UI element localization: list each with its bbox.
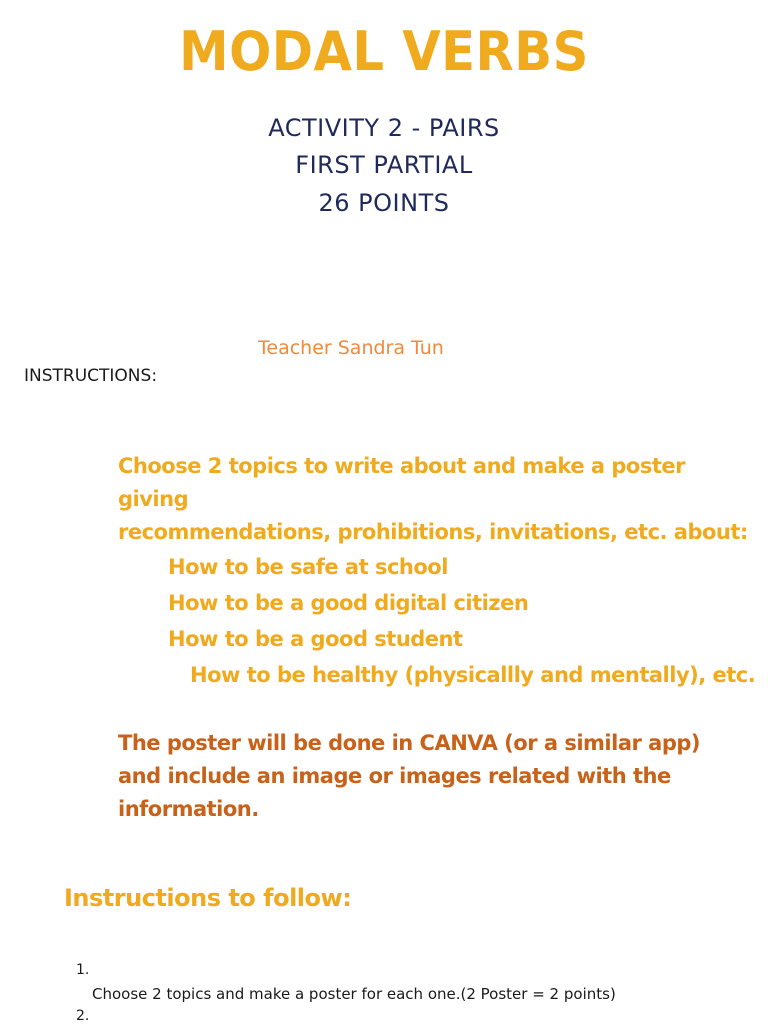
poster-note-line: The poster will be done in CANVA (or a similar app): [118, 731, 701, 755]
intro-paragraph: [118, 450, 758, 549]
teacher-name: Teacher Sandra Tun: [258, 337, 444, 359]
poster-note-line: information.: [118, 797, 259, 821]
poster-note-line: and include an image or images related with the: [118, 764, 671, 788]
topic-item: How to be safe at school: [168, 555, 448, 579]
activity-subtitle: ACTIVITY 2 - PAIRS: [268, 114, 500, 142]
topic-item: How to be healthy (physicallly and mentally), etc.: [190, 663, 756, 687]
points-subtitle: 26 POINTS: [318, 189, 450, 217]
follow-heading: Instructions to follow:: [64, 884, 352, 912]
partial-subtitle: FIRST PARTIAL: [295, 151, 473, 179]
topic-item: How to be a good digital citizen: [168, 591, 529, 615]
step-number: 2.: [76, 1008, 90, 1024]
intro-line: Choose 2 topics to write about and make a poster giving: [118, 454, 685, 511]
page-title: MODAL VERBS: [179, 20, 589, 83]
topic-item: How to be a good student: [168, 627, 463, 651]
step-text: Choose 2 topics and make a poster for each one.(2 Poster = 2 points): [92, 985, 616, 1003]
step-number: 1.: [76, 962, 90, 978]
poster-note: [118, 727, 748, 826]
intro-line: recommendations, prohibitions, invitations, etc. about:: [118, 520, 748, 544]
instructions-label: INSTRUCTIONS:: [24, 366, 158, 386]
